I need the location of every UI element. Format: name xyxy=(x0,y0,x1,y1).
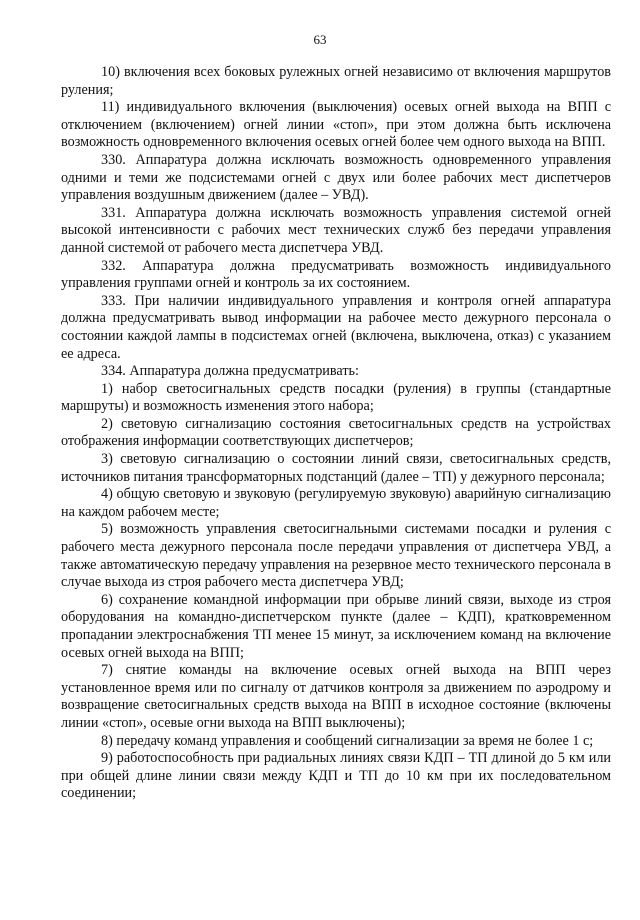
paragraph-item-10: 10) включения всех боковых рулежных огней независимо от включения маршрутов руления; xyxy=(61,64,611,98)
list-item-1: 1) набор светосигнальных средств посадки (руления) в группы (стандартные маршруты) и возможность изменения этого набора; xyxy=(61,380,611,415)
list-item-2: 2) световую сигнализацию состояния светосигнальных средств на устройствах отображения информации соответствующих диспетчеров; xyxy=(61,415,611,450)
paragraph-331: 331. Аппаратура должна исключать возможность управления системой огней высокой интенсивности с рабочих мест технических служб без передачи управления данной системой от рабочего места диспетчера УВД. xyxy=(61,204,611,256)
page-number: 63 xyxy=(313,32,327,47)
list-item-7: 7) снятие команды на включение осевых огней выхода на ВПП через установленное время или по сигналу от датчиков контроля за движением по аэродрому и возвращение светосигнальных средств выхода на ВПП в исходное состояние (включены линии «стоп», осевые огни выхода на ВПП выключены); xyxy=(61,662,611,731)
paragraph-333: 333. При наличии индивидуального управления и контроля огней аппаратура должна предусматривать вывод информации на рабочее место дежурного персонала о состоянии каждой лампы в подсистемах огней (включена, выключена, отказ) с указанием ее адреса. xyxy=(61,292,611,362)
list-item-9: 9) работоспособность при радиальных линиях связи КДП – ТП длиной до 5 км или при общей длине линии связи между КДП и ТП до 10 км при их последовательном соединении; xyxy=(61,750,611,802)
paragraph-332: 332. Аппаратура должна предусматривать возможность индивидуального управления группами огней и контроль за их состоянием. xyxy=(61,257,611,292)
list-item-5: 5) возможность управления светосигнальными системами посадки и руления с рабочего места дежурного персонала после передачи управления от диспетчера УВД, а также автоматическую передачу управления на резервное место технического персонала в случае выхода из строя рабочего места диспетчера УВД; xyxy=(61,521,611,591)
list-item-6: 6) сохранение командной информации при обрыве линий связи, выходе из строя оборудования на командно-диспетчерском пункте (далее – КДП), кратковременном пропадании электроснабжения ТП менее 15 минут, за исключением команд на включение осевых огней выхода на ВПП; xyxy=(61,591,611,661)
paragraph-334: 334. Аппаратура должна предусматривать: xyxy=(101,363,359,380)
paragraph-item-11: 11) индивидуального включения (выключения) осевых огней выхода на ВПП с отключением (включением) огней линии «стоп», при этом должна быть исключена возможность одновременного включения осевых огней более чем одного выхода на ВПП. xyxy=(61,99,611,151)
list-item-3: 3) световую сигнализацию о состоянии линий связи, светосигнальных средств, источников питания трансформаторных подстанций (далее – ТП) у дежурного персонала; xyxy=(61,451,611,485)
list-item-8: 8) передачу команд управления и сообщений сигнализации за время не более 1 с; xyxy=(101,732,594,749)
paragraph-330: 330. Аппаратура должна исключать возможность одновременного управления одними и теми же подсистемами огней с двух или более рабочих мест диспетчеров управления воздушным движением (далее – УВД). xyxy=(61,151,611,204)
list-item-4: 4) общую световую и звуковую (регулируемую звуковую) аварийную сигнализацию на каждом рабочем месте; xyxy=(61,486,611,520)
document-body xyxy=(61,64,611,803)
